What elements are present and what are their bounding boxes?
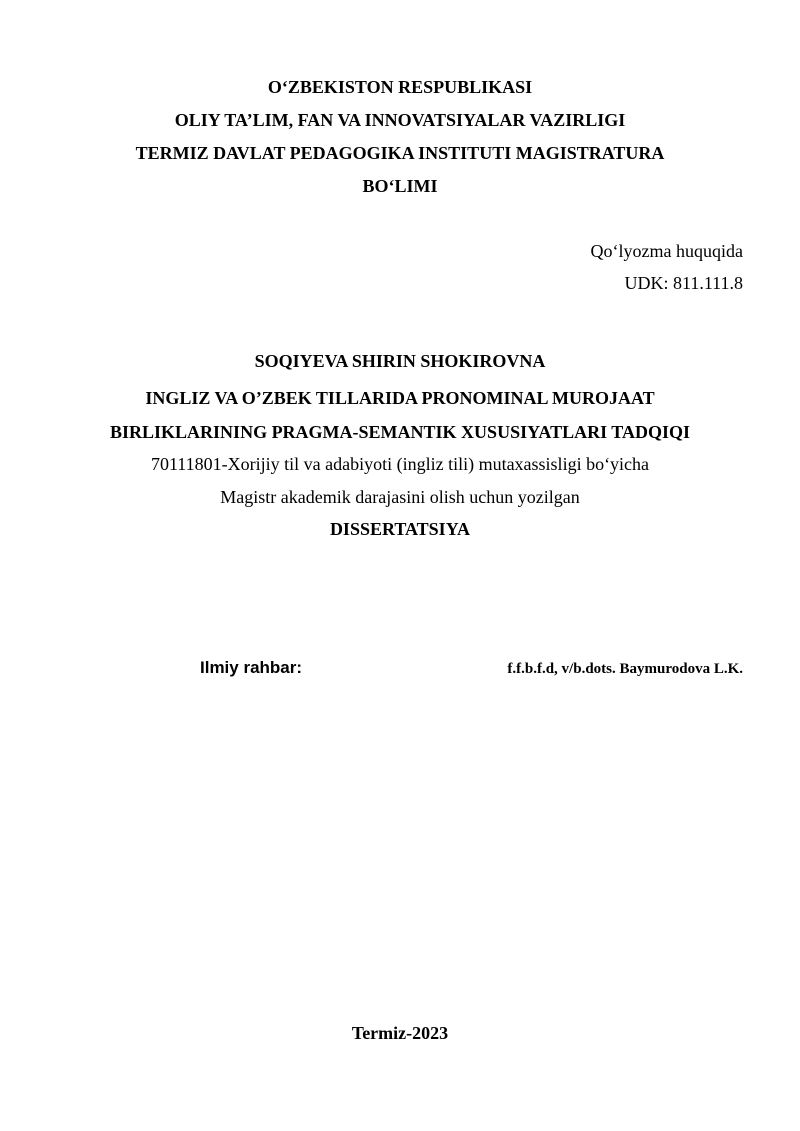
department-heading: BO‘LIMI <box>362 176 438 196</box>
advisor-label: Ilmiy rahbar: <box>200 658 303 677</box>
country-heading: O‘ZBEKISTON RESPUBLIKASI <box>267 77 533 97</box>
author-name: SOQIYEVA SHIRIN SHOKIROVNA <box>254 351 546 371</box>
document-type: DISSERTATSIYA <box>329 519 471 539</box>
dissertation-title-line-1: INGLIZ VA O’ZBEK TILLARIDA PRONOMINAL MUROJAAT <box>145 388 655 408</box>
degree-purpose-line: Magistr akademik darajasini olish uchun yozilgan <box>220 487 580 507</box>
advisor-name: f.f.b.f.d, v/b.dots. Baymurodova L.K. <box>507 661 743 677</box>
manuscript-rights-note: Qo‘lyozma huquqida <box>590 241 743 261</box>
udk-code: UDK: 811.111.8 <box>624 273 743 293</box>
specialty-line: 70111801-Xorijiy til va adabiyoti (ingliz tili) mutaxassisligi bo‘yicha <box>150 454 650 474</box>
place-year: Termiz-2023 <box>351 1023 449 1043</box>
dissertation-title-line-2: BIRLIKLARINING PRAGMA-SEMANTIK XUSUSIYATLARI TADQIQI <box>110 422 690 442</box>
ministry-heading: OLIY TA’LIM, FAN VA INNOVATSIYALAR VAZIRLIGI <box>174 110 626 130</box>
institute-heading: TERMIZ DAVLAT PEDAGOGIKA INSTITUTI MAGISTRATURA <box>135 143 665 163</box>
